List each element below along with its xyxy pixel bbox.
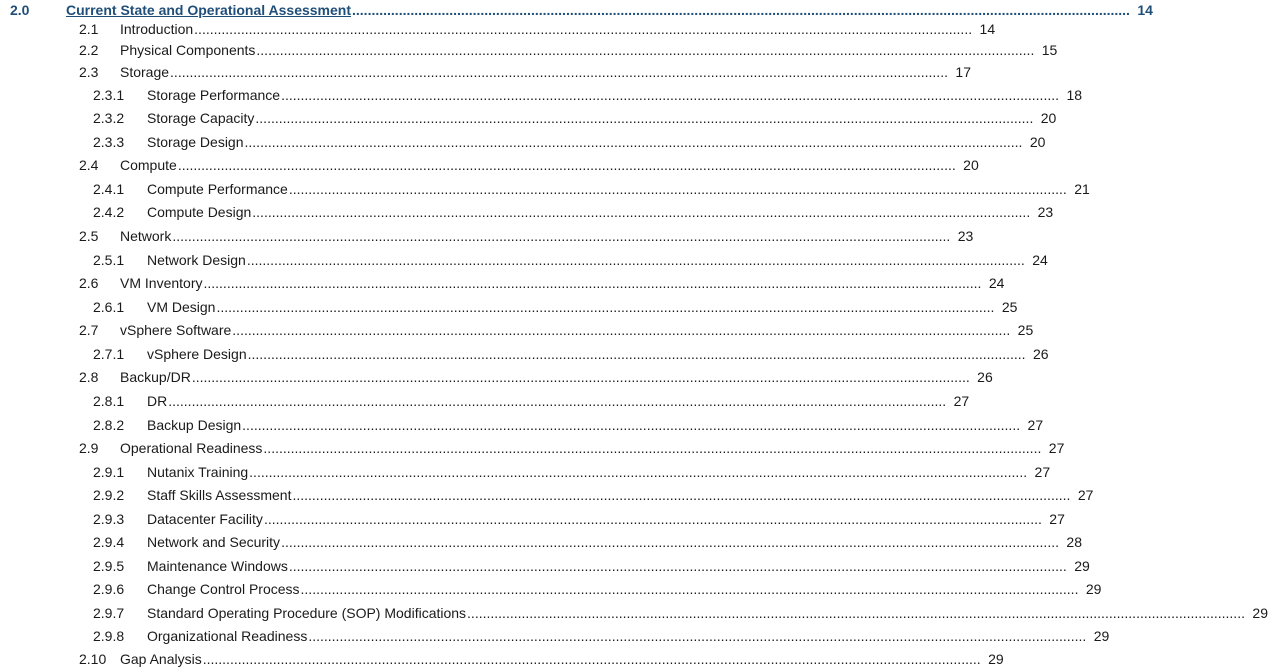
toc-entry-title: Standard Operating Procedure (SOP) Modifications bbox=[147, 605, 467, 621]
toc-entry-number: 2.10 bbox=[79, 651, 107, 667]
toc-entry-page: 26 bbox=[1032, 346, 1049, 362]
toc-entry-title: Gap Analysis bbox=[120, 651, 202, 667]
dot-leader: ........................................................................................................................................................................................................ bbox=[242, 417, 1021, 433]
toc-entry[interactable] bbox=[0, 462, 1051, 482]
dot-leader: ........................................................................................................................................................................................................ bbox=[203, 275, 982, 291]
toc-entry-number: 2.8.1 bbox=[93, 393, 125, 409]
toc-entry-page: 17 bbox=[955, 64, 971, 80]
toc-entry[interactable] bbox=[0, 509, 1065, 529]
toc-entry-page: 23 bbox=[1037, 204, 1054, 220]
dot-leader: ........................................................................................................................................................................................................ bbox=[191, 369, 970, 385]
toc-entry[interactable] bbox=[0, 297, 1018, 317]
dot-leader: ........................................................................................................................................................................................................ bbox=[255, 110, 1034, 126]
toc-entry[interactable] bbox=[0, 85, 1083, 105]
toc-entry-number: 2.8.2 bbox=[93, 417, 125, 433]
toc-entry-title: Compute bbox=[120, 157, 177, 173]
toc-entry[interactable] bbox=[0, 19, 996, 39]
toc-entry-title: Network and Security bbox=[147, 534, 281, 550]
toc-entry-number: 2.3 bbox=[79, 64, 99, 80]
toc-entry-title: Backup/DR bbox=[120, 369, 191, 385]
toc-entry-number: 2.9 bbox=[79, 440, 99, 456]
toc-entry[interactable] bbox=[0, 179, 1090, 199]
dot-leader: ........................................................................................................................................................................................................ bbox=[202, 651, 981, 667]
toc-entry-title: Storage Capacity bbox=[147, 110, 255, 126]
toc-entry-number: 2.3.1 bbox=[93, 87, 125, 103]
toc-entry-page: 27 bbox=[1049, 511, 1065, 527]
toc-entry-page: 29 bbox=[1093, 628, 1110, 644]
toc-entry[interactable] bbox=[0, 415, 1044, 435]
toc-entry-number: 2.4.1 bbox=[93, 181, 125, 197]
toc-entry-page: 27 bbox=[1027, 417, 1044, 433]
toc-entry[interactable] bbox=[0, 532, 1082, 552]
toc-entry-number: 2.4 bbox=[79, 157, 99, 173]
toc-entry-page: 25 bbox=[1001, 299, 1018, 315]
toc-entry-number: 2.8 bbox=[79, 369, 99, 385]
toc-entry-title: Staff Skills Assessment bbox=[147, 487, 292, 503]
dot-leader: ........................................................................................................................................................................................................ bbox=[194, 21, 973, 37]
toc-entry-page: 24 bbox=[988, 275, 1005, 291]
toc-entry-page: 27 bbox=[1077, 487, 1094, 503]
toc-entry[interactable] bbox=[0, 603, 1268, 623]
toc-entry-page: 18 bbox=[1066, 87, 1083, 103]
dot-leader: ........................................................................................................................................................................................................ bbox=[281, 534, 1059, 550]
dot-leader: ........................................................................................................................................................................................................ bbox=[170, 64, 948, 80]
toc-entry-title: Compute Performance bbox=[147, 181, 288, 197]
toc-entry-number: 2.6.1 bbox=[93, 299, 125, 315]
toc-entry-page: 27 bbox=[953, 393, 970, 409]
toc-entry-title: Physical Components bbox=[120, 42, 256, 58]
toc-entry-page: 20 bbox=[1040, 110, 1057, 126]
toc-entry-page: 20 bbox=[963, 157, 979, 173]
toc-entry[interactable] bbox=[0, 320, 1034, 340]
dot-leader: ........................................................................................................................................................................................................ bbox=[232, 322, 1011, 338]
toc-entry-page: 15 bbox=[1041, 42, 1058, 58]
toc-entry[interactable] bbox=[0, 367, 993, 387]
toc-entry-number: 2.9.5 bbox=[93, 558, 125, 574]
toc-entry[interactable] bbox=[0, 273, 1005, 293]
toc-entry-page: 29 bbox=[1252, 605, 1268, 621]
toc-entry-number: 2.5.1 bbox=[93, 252, 125, 268]
toc-entry-title: Network Design bbox=[147, 252, 246, 268]
toc-entry-number: 2.2 bbox=[79, 42, 99, 58]
toc-entry-page: 23 bbox=[957, 228, 974, 244]
toc-entry-title: Datacenter Facility bbox=[147, 511, 263, 527]
toc-entry-title: Network bbox=[120, 228, 172, 244]
toc-entry-title: Storage Design bbox=[147, 134, 244, 150]
toc-entry[interactable] bbox=[0, 485, 1094, 505]
toc-entry-page: 27 bbox=[1048, 440, 1065, 456]
dot-leader: ........................................................................................................................................................................................................ bbox=[247, 346, 1026, 362]
toc-entry-page: 20 bbox=[1029, 134, 1046, 150]
toc-entry[interactable] bbox=[0, 556, 1090, 576]
toc-entry[interactable] bbox=[0, 155, 979, 175]
toc-entry-number: 2.7 bbox=[79, 322, 99, 338]
toc-entry-number: 2.6 bbox=[79, 275, 99, 291]
toc-entry[interactable] bbox=[0, 202, 1054, 222]
dot-leader: ........................................................................................................................................................................................................ bbox=[249, 464, 1028, 480]
toc-entry-title: Change Control Process bbox=[147, 581, 300, 597]
toc-entry-number: 2.9.8 bbox=[93, 628, 125, 644]
toc-entry-number: 2.3.3 bbox=[93, 134, 125, 150]
toc-entry-number: 2.4.2 bbox=[93, 204, 125, 220]
dot-leader: ........................................................................................................................................................................................................ bbox=[292, 487, 1071, 503]
dot-leader: ........................................................................................................................................................................................................ bbox=[281, 87, 1060, 103]
toc-entry-title: Organizational Readiness bbox=[147, 628, 308, 644]
toc-entry[interactable] bbox=[0, 579, 1102, 599]
toc-entry-page: 28 bbox=[1066, 534, 1082, 550]
dot-leader: ........................................................................................................................................................................................................ bbox=[177, 157, 956, 173]
toc-entry-number: 2.9.3 bbox=[93, 511, 125, 527]
dot-leader: ........................................................................................................................................................................................................ bbox=[256, 42, 1035, 58]
toc-entry-page: 29 bbox=[1074, 558, 1090, 574]
toc-entry-title: Current State and Operational Assessment bbox=[66, 2, 352, 18]
toc-entry-number: 2.9.1 bbox=[93, 464, 125, 480]
toc-entry-title: DR bbox=[147, 393, 168, 409]
toc-entry-page: 29 bbox=[1085, 581, 1102, 597]
toc-entry-page: 26 bbox=[977, 369, 993, 385]
dot-leader: ........................................................................................................................................................................................................ bbox=[246, 252, 1025, 268]
toc-entry[interactable] bbox=[0, 108, 1057, 128]
dot-leader: ........................................................................................................................................................................................................ bbox=[352, 2, 1130, 18]
dot-leader: ........................................................................................................................................................................................................ bbox=[288, 181, 1067, 197]
toc-entry-title: Introduction bbox=[120, 21, 194, 37]
toc-entry-number: 2.7.1 bbox=[93, 346, 125, 362]
toc-entry[interactable] bbox=[0, 0, 1153, 20]
toc-entry[interactable] bbox=[0, 62, 971, 82]
toc-entry[interactable] bbox=[0, 391, 970, 411]
toc-entry-title: Backup Design bbox=[147, 417, 242, 433]
dot-leader: ........................................................................................................................................................................................................ bbox=[252, 204, 1031, 220]
toc-entry[interactable] bbox=[0, 226, 974, 246]
toc-entry[interactable] bbox=[0, 438, 1065, 458]
toc-entry[interactable] bbox=[0, 344, 1049, 364]
toc-entry-title: Storage Performance bbox=[147, 87, 281, 103]
toc-entry-number: 2.9.2 bbox=[93, 487, 125, 503]
toc-entry-title: Nutanix Training bbox=[147, 464, 249, 480]
toc-entry-number: 2.5 bbox=[79, 228, 99, 244]
toc-entry-page: 14 bbox=[1137, 2, 1153, 18]
toc-entry-number: 2.9.6 bbox=[93, 581, 125, 597]
toc-entry-title: Operational Readiness bbox=[120, 440, 263, 456]
toc-entry-number: 2.3.2 bbox=[93, 110, 125, 126]
toc-entry[interactable] bbox=[0, 40, 1058, 60]
toc-entry-title: Compute Design bbox=[147, 204, 252, 220]
toc-entry-title: Storage bbox=[120, 64, 170, 80]
toc-entry[interactable] bbox=[0, 250, 1048, 270]
toc-entry-page: 27 bbox=[1034, 464, 1051, 480]
dot-leader: ........................................................................................................................................................................................................ bbox=[216, 299, 995, 315]
toc-entry-page: 29 bbox=[988, 651, 1004, 667]
dot-leader: ........................................................................................................................................................................................................ bbox=[263, 440, 1042, 456]
dot-leader: ........................................................................................................................................................................................................ bbox=[263, 511, 1042, 527]
dot-leader: ........................................................................................................................................................................................................ bbox=[308, 628, 1087, 644]
dot-leader: ........................................................................................................................................................................................................ bbox=[172, 228, 951, 244]
toc-entry-page: 14 bbox=[979, 21, 996, 37]
toc-entry-title: Maintenance Windows bbox=[147, 558, 288, 574]
dot-leader: ........................................................................................................................................................................................................ bbox=[300, 581, 1079, 597]
dot-leader: ........................................................................................................................................................................................................ bbox=[288, 558, 1067, 574]
dot-leader: ........................................................................................................................................................................................................ bbox=[467, 605, 1245, 621]
toc-entry[interactable] bbox=[0, 626, 1110, 646]
toc-entry-number: 2.9.7 bbox=[93, 605, 125, 621]
toc-entry-title: vSphere Software bbox=[120, 322, 232, 338]
toc-entry-number: 2.9.4 bbox=[93, 534, 125, 550]
toc-entry-page: 25 bbox=[1017, 322, 1034, 338]
dot-leader: ........................................................................................................................................................................................................ bbox=[244, 134, 1023, 150]
toc-entry-number: 2.0 bbox=[10, 2, 30, 18]
dot-leader: ........................................................................................................................................................................................................ bbox=[168, 393, 947, 409]
toc-entry[interactable] bbox=[0, 132, 1046, 152]
toc-entry-title: VM Design bbox=[147, 299, 216, 315]
toc-entry-title: VM Inventory bbox=[120, 275, 203, 291]
toc-entry-page: 21 bbox=[1074, 181, 1090, 197]
toc-entry-title: vSphere Design bbox=[147, 346, 247, 362]
toc-entry-page: 24 bbox=[1032, 252, 1048, 268]
toc-entry[interactable] bbox=[0, 649, 1004, 669]
toc-entry-number: 2.1 bbox=[79, 21, 99, 37]
